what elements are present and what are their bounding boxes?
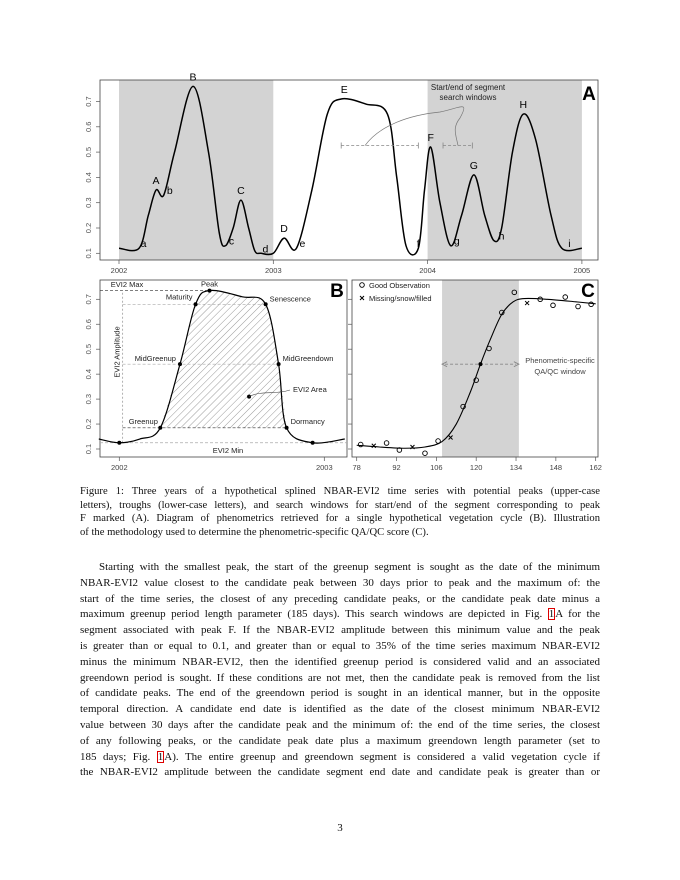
text-span: greendown period is sought. If these conditions are not met, then the candidate peak is removed from the list (80, 671, 600, 684)
peak-trough-label: C (237, 185, 245, 198)
text-line (80, 734, 600, 750)
text-span: 185 days; Fig. (80, 750, 157, 763)
good-observation-point (436, 439, 441, 444)
peak-trough-label: h (498, 230, 505, 243)
phenometric-point (158, 426, 162, 430)
minimum-point (117, 441, 121, 445)
text-span: A for the (555, 608, 600, 621)
good-observation-point (423, 451, 428, 456)
phenometric-label: Dormancy (290, 416, 325, 426)
text-span: value between 30 days after the candidate peak and the minimum of: the end of the time series, the closest (80, 718, 600, 731)
peak-trough-label: g (453, 235, 460, 248)
qaqc-label: Phenometric-specific (525, 356, 595, 365)
text-line (80, 702, 600, 718)
panel-c-x-tick-label: 162 (589, 463, 602, 472)
panel-c-x-tick-label: 134 (509, 463, 523, 472)
phenometric-label: Greenup (128, 416, 158, 426)
peak-trough-label: d (262, 243, 269, 256)
panel-b-y-tick-label: 0.7 (84, 294, 93, 305)
phenometric-point (277, 362, 281, 366)
peak-trough-label: D (280, 223, 288, 236)
panel-b-y-tick-label: 0.4 (84, 368, 93, 380)
body-paragraph (80, 560, 600, 781)
text-line (80, 671, 600, 687)
panel-a-y-tick-label: 0.3 (84, 197, 93, 208)
peak-trough-label: A (152, 175, 160, 188)
panel-a-y-tick-label: 0.7 (84, 96, 93, 107)
text-line (80, 718, 600, 734)
text-span: start of the time series, the closest of any preceding candidate peaks, or the candidate peak date minus a (80, 592, 600, 605)
good-observation-point (576, 304, 581, 309)
text-span: segment associated with peak F. If the NBAR-EVI2 amplitude between this minimum value and the peak (80, 624, 600, 637)
peak-trough-label: b (166, 185, 173, 198)
panel-b-y-tick-label: 0.3 (84, 393, 93, 405)
panel-c-x-tick-label: 92 (392, 463, 401, 472)
text-span: is greater than or equal to 0.1, and greater than or equal to 35% of the time series maximum NBAR-EVI2 (80, 639, 600, 652)
panel-b-x-tick-label: 2003 (315, 463, 333, 472)
evi2-max-label: EVI2 Max (110, 280, 144, 289)
text-line (80, 639, 600, 655)
phenometric-label: MidGreendown (282, 354, 334, 364)
text-line (80, 576, 600, 592)
panel-a-x-tick-label: 2002 (110, 266, 128, 275)
text-line (80, 765, 600, 781)
text-span: temporal direction. A candidate end date is identified as the date of the closest minimum NBAR-EVI2 (80, 703, 600, 716)
panel-b-x-tick-label: 2002 (110, 463, 128, 472)
panel-c-x-tick-label: 106 (430, 463, 443, 472)
evi2-min-label: EVI2 Min (212, 446, 244, 455)
legend-label: Good Observation (369, 281, 430, 290)
panel-a-y-tick-label: 0.1 (84, 248, 93, 259)
good-observation-point (589, 302, 594, 307)
panel-label: B (330, 281, 344, 302)
qaqc-label: QA/QC window (534, 367, 586, 376)
text-span: NBAR-EVI2 value closest to the candidate peak between 30 days prior to peak and the maximum of: the (80, 576, 600, 589)
good-observation-point (384, 441, 389, 446)
missing-observation-point (525, 301, 529, 305)
text-line (80, 655, 600, 671)
panel-b-y-tick-label: 0.5 (84, 343, 93, 355)
panel-b-y-tick-label: 0.2 (84, 418, 93, 430)
peak-trough-label: H (519, 99, 528, 112)
text-line (80, 592, 600, 608)
text-line (80, 686, 600, 702)
panel-c-x-tick-label: 78 (352, 463, 361, 472)
peak-trough-label: F (427, 132, 434, 145)
panel-a-x-tick-label: 2004 (419, 266, 436, 275)
phenometric-point (178, 362, 182, 366)
evi2-area-hatch (160, 290, 286, 427)
phenometric-point (285, 426, 289, 430)
panel-b-y-tick-label: 0.6 (84, 319, 93, 330)
annotation-text: Start/end of segment (430, 83, 506, 92)
peak-trough-label: f (416, 238, 420, 251)
text-line (80, 750, 600, 766)
phenometric-point (194, 302, 198, 306)
peak-trough-label: a (140, 238, 147, 251)
peak-trough-label: c (228, 235, 235, 248)
panel-a-y-tick-label: 0.6 (84, 121, 93, 133)
panel-a-y-tick-label: 0.2 (84, 222, 93, 234)
text-line (80, 560, 600, 576)
panel-label: C (581, 281, 595, 302)
evi2-amplitude-label: EVI2 Amplitude (112, 326, 122, 378)
qaqc-point (478, 362, 482, 366)
text-line (80, 623, 600, 639)
phenometric-label: Senescence (269, 294, 311, 304)
text-span: minus the minimum NBAR-EVI2, then the identified greenup period is considered valid and an associated (80, 655, 600, 668)
good-observation-point (563, 295, 568, 300)
phenometric-label: MidGreenup (134, 354, 176, 364)
panel-c-x-tick-label: 120 (469, 463, 483, 472)
legend-cross-icon (360, 296, 364, 300)
text-span: the NBAR-EVI2 amplitude between the candidate segment end date and candidate peak is greater than or (80, 766, 600, 779)
caption-line: Figure 1: Three years of a hypothetical splined NBAR-EVI2 time series with potential peaks (upper-case (80, 486, 600, 497)
page-number: 3 (337, 822, 343, 834)
text-span: of candidate peaks. The end of the greendown period is sought in an identical manner, but in the opposite (80, 687, 600, 700)
panel-a-y-tick-label: 0.5 (84, 146, 93, 158)
shaded-region (428, 80, 582, 260)
peak-trough-label: E (340, 83, 348, 96)
text-span: A). The entire greenup and greendown segment is considered a valid vegetation cycle if (164, 750, 600, 763)
caption-line: letters), troughs (lower-case letters), and search windows for start/end of the segment corresponding to peak (80, 499, 600, 511)
text-span: maximum greenup period length parameter (185 days). This search windows are depicted in Fig. (80, 608, 548, 621)
phenometric-point (208, 289, 212, 293)
panel-label: A (582, 84, 596, 105)
panel-b-y-tick-label: 0.1 (84, 443, 93, 455)
figure-caption (80, 485, 600, 539)
peak-trough-label: e (299, 238, 306, 251)
panel-c-x-tick-label: 148 (549, 463, 563, 472)
text-span: of any following peaks, or the candidate peak date plus a maximum greendown length parameter (set to (80, 734, 600, 747)
text-line (80, 607, 600, 623)
phenometric-label: Maturity (165, 292, 193, 302)
figure-reference-link[interactable]: 1 (548, 608, 555, 621)
annotation-text: search windows (439, 93, 497, 102)
panel-a-x-tick-label: 2005 (573, 266, 591, 275)
caption-line: F marked (A). Diagram of phenometrics retrieved for a single hypothetical vegetation cycle (B). Illustration (80, 513, 600, 525)
good-observation-point (551, 303, 556, 308)
figure-reference-link[interactable]: 1 (157, 750, 164, 763)
caption-line: of the methodology used to determine the phenometric-specific QA/QC score (C). (80, 526, 429, 538)
phenometric-point (264, 302, 268, 306)
panel-a-x-tick-label: 2003 (264, 266, 282, 275)
minimum-point (311, 441, 315, 445)
evi2-area-label: EVI2 Area (293, 385, 327, 394)
phenometric-label: Peak (200, 279, 219, 289)
peak-trough-label: B (189, 71, 197, 84)
legend-label: Missing/snow/filled (369, 294, 432, 303)
text-span: Starting with the smallest peak, the start of the greenup segment is sought as the date of the minimum (99, 561, 600, 573)
peak-trough-label: G (469, 159, 478, 172)
panel-a-y-tick-label: 0.4 (84, 172, 93, 183)
legend-circle-icon (360, 283, 365, 288)
peak-trough-label: i (568, 238, 571, 251)
